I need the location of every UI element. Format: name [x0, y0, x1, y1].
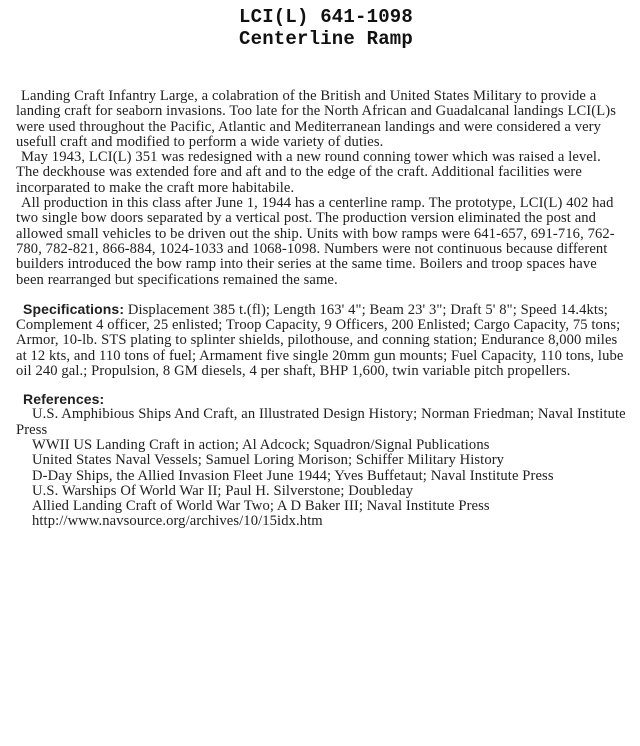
specifications-heading: Specifications: [23, 300, 125, 317]
intro-paragraph-3: All production in this class after June 1, 1944 has a centerline ramp. The prototype, LCI(L) 402 had two single bow doors separated by a vertical post. The production version eliminated the post and allowed small vehicles to be driven out the ship. Units with bow ramps were 641-657, 691-716, 762-780, 782-821, 866-884, 1024-1033 and 1068-1098. Numbers were not continuous because different builders introduced the bow ramp into their series at the same time. Boilers and troop spaces have been rearranged but specifications remained the same. [16, 195, 615, 288]
page-subtitle: Centerline Ramp [238, 28, 414, 50]
reference-item: United States Naval Vessels; Samuel Loring Morison; Schiffer Military History [32, 452, 505, 469]
title-block [26, 0, 626, 50]
reference-item: U.S. Amphibious Ships And Craft, an Illustrated Design History; Norman Friedman; Naval Institute Press [16, 406, 626, 438]
reference-url-link[interactable]: http://www.navsource.org/archives/10/15idx.htm [32, 513, 323, 530]
intro-paragraph-1: Landing Craft Infantry Large, a colabration of the British and United States Military to provide a landing craft for seaborn invasions. Too late for the North African and Guadalcanal landings LCI(L)s were used throughout the Pacific, Atlantic and Mediterranean landings and were considered a very usefull craft and modified to perform a wide variety of duties. [16, 88, 616, 150]
references-section [16, 391, 626, 529]
intro-section [16, 89, 626, 288]
references-heading: References: [23, 391, 105, 408]
reference-item: D-Day Ships, the Allied Invasion Fleet June 1944; Yves Buffetaut; Naval Institute Press [32, 467, 554, 484]
specifications-section [16, 302, 626, 379]
reference-item: WWII US Landing Craft in action; Al Adcock; Squadron/Signal Publications [32, 436, 490, 453]
specifications-text: Displacement 385 t.(fl); Length 163' 4"; Beam 23' 3"; Draft 5' 8"; Speed 14.4kts; Complement 4 officer, 25 enlisted; Troop Capacity, 9 Officers, 200 Enlisted; Cargo Capacity, 75 tons; Armor, 10-lb. STS plating to splinter shields, pilothouse, and conning station; Endurance 8,000 miles at 12 kts, and 110 tons of fuel; Armament five single 20mm gun mounts; Fuel Capacity, 110 tons, lube oil 240 gal.; Propulsion, 8 GM diesels, 4 per shaft, BHP 1,600, twin variable pitch propellers. [16, 301, 624, 380]
reference-item: U.S. Warships Of World War II; Paul H. Silverstone; Doubleday [32, 482, 414, 499]
intro-paragraph-2: May 1943, LCI(L) 351 was redesigned with a new round conning tower which was raised a level. The deckhouse was extended fore and aft and to the edge of the craft. Additional facilities were incorparated to make the craft more habitabile. [16, 149, 601, 196]
reference-item: Allied Landing Craft of World War Two; A D Baker III; Naval Institute Press [32, 498, 490, 515]
page-title: LCI(L) 641-1098 [238, 6, 414, 28]
